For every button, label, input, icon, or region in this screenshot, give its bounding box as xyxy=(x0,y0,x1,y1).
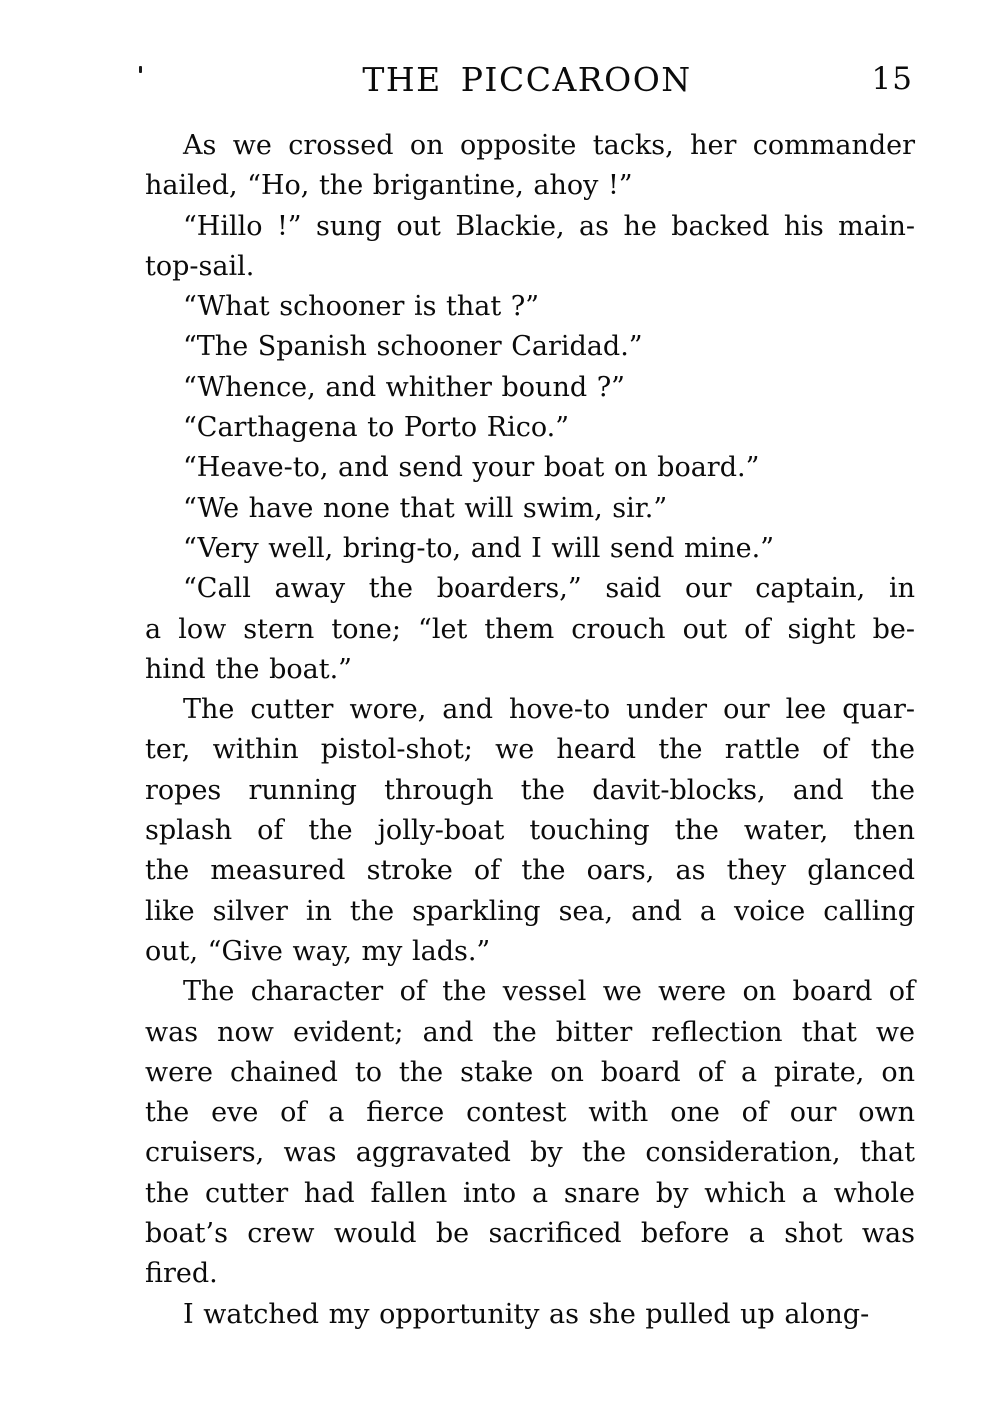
page-number: 15 xyxy=(871,61,913,97)
paragraph xyxy=(145,972,915,1294)
text-line: I watched my opportunity as she pulled up along- xyxy=(183,1298,870,1330)
text-line: the measured stroke of the oars, as they glanced xyxy=(145,855,915,887)
text-line: “Hillo !” sung out Blackie, as he backed his main- xyxy=(183,210,915,242)
text-line: like silver in the sparkling sea, and a voice calling xyxy=(145,895,915,927)
text-line: “Carthagena to Porto Rico.” xyxy=(183,412,569,444)
text-line: The character of the vessel we were on board of xyxy=(183,976,915,1008)
text-line: was now evident; and the bitter reflection that we xyxy=(145,1016,915,1048)
paragraph xyxy=(145,1295,915,1335)
ink-speck-artifact xyxy=(139,66,142,73)
text-line: were chained to the stake on board of a pirate, on xyxy=(145,1056,915,1088)
paragraph xyxy=(145,126,915,207)
text-line: cruisers, was aggravated by the consideration, that xyxy=(145,1137,915,1169)
text-line: a low stern tone; “let them crouch out of sight be- xyxy=(145,613,915,645)
text-line: “Call away the boarders,” said our captain, in xyxy=(183,573,915,605)
text-line: hind the boat.” xyxy=(145,653,352,685)
text-line: The cutter wore, and hove-to under our lee quar- xyxy=(183,694,915,726)
paragraph xyxy=(145,448,915,488)
text-line: ropes running through the davit-blocks, and the xyxy=(145,774,915,806)
text-line: “The Spanish schooner Caridad.” xyxy=(183,331,643,363)
text-line: ter, within pistol-shot; we heard the rattle of the xyxy=(145,734,915,766)
running-title: THE PICCAROON xyxy=(362,60,692,99)
page-header xyxy=(0,60,1000,102)
text-line: “Whence, and whither bound ?” xyxy=(183,371,625,403)
paragraph xyxy=(145,368,915,408)
paragraph xyxy=(145,569,915,690)
paragraph xyxy=(145,327,915,367)
text-line: top-sail. xyxy=(145,250,255,282)
paragraph xyxy=(145,529,915,569)
text-line: As we crossed on opposite tacks, her commander xyxy=(183,130,915,161)
text-line: fired. xyxy=(145,1258,218,1290)
paragraph xyxy=(145,690,915,972)
paragraph xyxy=(145,207,915,288)
text-line: splash of the jolly-boat touching the water, then xyxy=(145,815,915,847)
text-line: out, “Give way, my lads.” xyxy=(145,935,491,967)
text-line: boat’s crew would be sacrificed before a shot was xyxy=(145,1218,915,1250)
text-line: hailed, “Ho, the brigantine, ahoy !” xyxy=(145,170,633,202)
page-body xyxy=(145,126,915,1335)
paragraph xyxy=(145,287,915,327)
text-line: the eve of a fierce contest with one of our own xyxy=(145,1097,915,1129)
text-line: the cutter had fallen into a snare by which a whole xyxy=(145,1177,915,1209)
text-line: “What schooner is that ?” xyxy=(183,291,540,323)
paragraph xyxy=(145,489,915,529)
text-line: “Heave-to, and send your boat on board.” xyxy=(183,452,760,484)
text-line: “We have none that will swim, sir.” xyxy=(183,492,668,524)
text-line: “Very well, bring-to, and I will send mine.” xyxy=(183,532,774,564)
paragraph xyxy=(145,408,915,448)
